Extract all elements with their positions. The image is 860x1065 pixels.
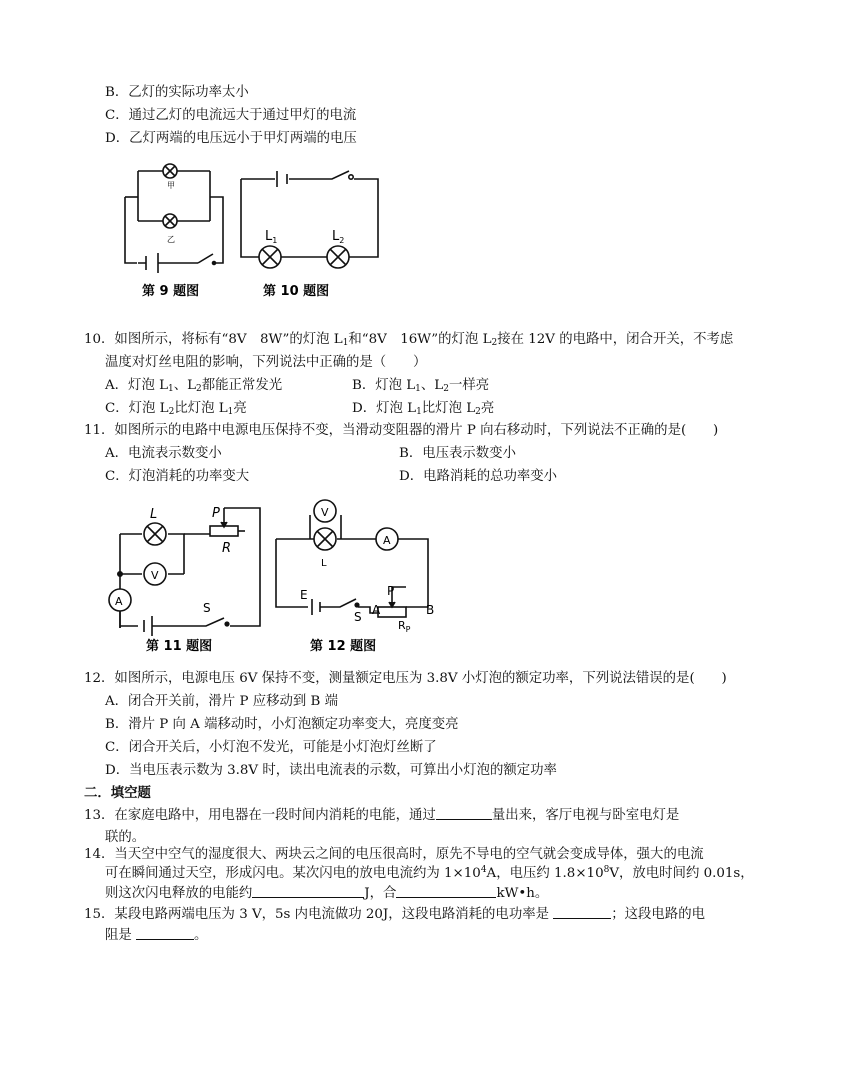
- figure-12-circuit: [270, 495, 445, 660]
- figure-10-circuit: [237, 165, 382, 305]
- fig10-caption: 第 10 题图: [263, 284, 330, 299]
- fig12-A-end-label: A: [372, 603, 381, 617]
- fig12-E-label: E: [300, 588, 308, 602]
- q11-option-d: D．电路消耗的总功率变小: [399, 469, 558, 484]
- q9-option-d: D．乙灯两端的电压远小于甲灯两端的电压: [105, 131, 357, 146]
- q11-option-b: B．电压表示数变小: [399, 446, 516, 461]
- fig9-lamp-jia-label: 甲: [167, 181, 175, 190]
- q12-option-a: A．闭合开关前，滑片 P 应移动到 B 端: [105, 694, 339, 709]
- q10-option-a: A．灯泡 $L_1$、$L_2$都能正常发光: [105, 378, 283, 394]
- section-fill-in-heading: 二．填空题: [84, 786, 151, 801]
- q10-option-b: B．灯泡 $L_1$、$L_2$一样亮: [352, 378, 490, 394]
- fig12-L-label: L: [321, 558, 327, 569]
- fig11-P-label: P: [212, 506, 220, 521]
- q13-blank-1[interactable]: [436, 807, 492, 820]
- q9-option-c: C．通过乙灯的电流远大于通过甲灯的电流: [105, 108, 357, 123]
- q12-option-c: C．闭合开关后，小灯泡不发光，可能是小灯泡灯丝断了: [105, 740, 437, 755]
- fig11-S-label: S: [203, 601, 211, 615]
- fig11-ammeter-label: A: [115, 595, 123, 608]
- q15-line1: 15．某段电路两端电压为 3 V，5s 内电流做功 20J，这段电路消耗的电功率是 ；这段电路的电: [84, 907, 705, 922]
- q15-blank-resistance[interactable]: [136, 927, 194, 940]
- fig9-lamp-yi-label: 乙: [167, 235, 175, 244]
- q12-option-d: D．当电压表示数为 3.8V 时，读出电流表的示数，可算出小灯泡的额定功率: [105, 763, 557, 778]
- q11-stem: 11．如图所示的电路中电源电压保持不变，当滑动变阻器的滑片 P 向右移动时，下列说法不正确的是( ): [84, 423, 719, 438]
- q10-stem-line1: 10．如图所示，将标有“8V 8W”的灯泡 $L_1$和“8V 16W”的灯泡 $L_2$接在 12V 的电路中，闭合开关，不考虑: [84, 332, 734, 348]
- figure-11-circuit: [100, 500, 270, 660]
- fig11-R-label: R: [222, 541, 232, 556]
- figure-9-circuit: [110, 155, 230, 305]
- fig11-voltmeter-label: V: [151, 569, 159, 582]
- q14-blank-kwh[interactable]: [396, 885, 496, 898]
- q10-option-c: C．灯泡 $L_2$比灯泡 $L_1$亮: [105, 401, 247, 417]
- q12-option-b: B．滑片 P 向 A 端移动时，小灯泡额定功率变大，亮度变亮: [105, 717, 459, 732]
- q11-option-c: C．灯泡消耗的功率变大: [105, 469, 250, 484]
- fig10-L2-label: $L_2$: [332, 229, 345, 245]
- fig12-B-end-label: B: [426, 603, 435, 617]
- fig12-voltmeter-label: V: [321, 506, 329, 519]
- q13-line1: 13．在家庭电路中，用电器在一段时间内消耗的电能，通过 量出来，客厅电视与卧室电灯是: [84, 808, 680, 823]
- fig12-caption: 第 12 题图: [310, 639, 377, 654]
- fig12-Rp-label: $R_P$: [398, 619, 411, 634]
- q15-line2: 阻是 。: [105, 928, 208, 943]
- fig11-L-label: L: [150, 507, 158, 522]
- q15-blank-power[interactable]: [553, 906, 611, 919]
- fig11-caption: 第 11 题图: [146, 639, 213, 654]
- fig10-L1-label: $L_1$: [265, 229, 278, 245]
- q11-option-a: A．电流表示数变小: [105, 446, 222, 461]
- q10-stem-line2: 温度对灯丝电阻的影响，下列说法中正确的是（ ）: [105, 355, 427, 370]
- q14-line2: 可在瞬间通过天空，形成闪电。某次闪电的放电电流约为 $1\times 10^4A$，电压约 $1.8\times 10^8V$，放电时间约 0.01s，: [105, 865, 754, 881]
- q14-line3: 则这次闪电释放的电能约 J，合 kW•h。: [105, 886, 549, 901]
- fig12-S-label: S: [354, 610, 362, 624]
- q12-stem: 12．如图所示，电源电压 6V 保持不变，测量额定电压为 3.8V 小灯泡的额定功率，下列说法错误的是( ): [84, 671, 727, 686]
- fig12-P-label: P: [387, 584, 395, 598]
- q9-option-b: B．乙灯的实际功率太小: [105, 85, 249, 100]
- fig9-caption: 第 9 题图: [142, 284, 200, 299]
- fig12-ammeter-label: A: [383, 534, 391, 547]
- q14-line1: 14．当天空中空气的湿度很大、两块云之间的电压很高时，原先不导电的空气就会变成导体，强大的电流: [84, 847, 704, 862]
- q10-option-d: D．灯泡 $L_1$比灯泡 $L_2$亮: [352, 401, 495, 417]
- q13-line2: 联的。: [105, 830, 146, 845]
- q14-blank-joules[interactable]: [252, 885, 364, 898]
